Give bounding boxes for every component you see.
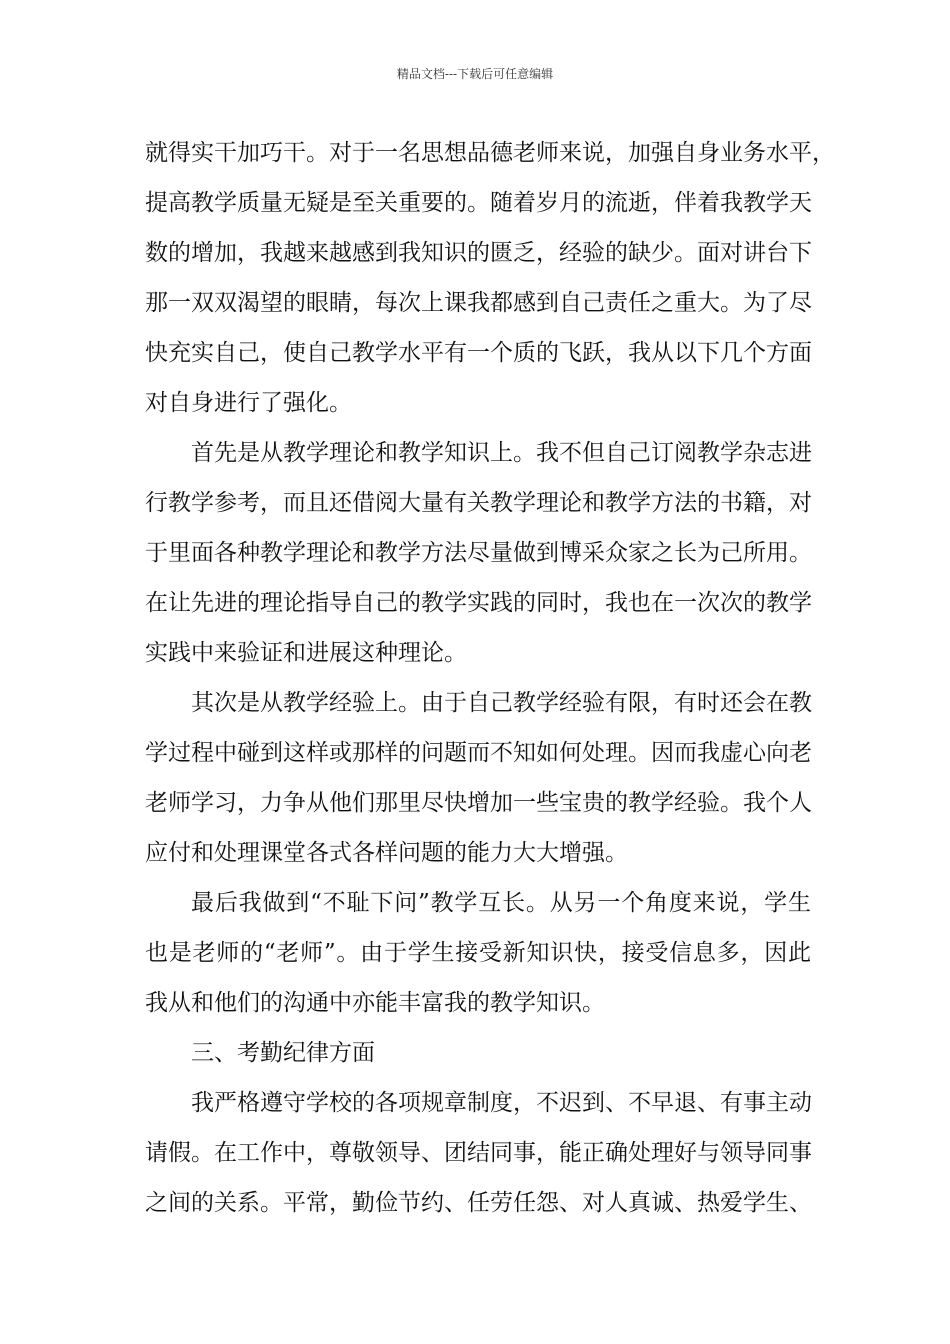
text-line: 行教学参考，而且还借阅大量有关教学理论和教学方法的书籍，对: [145, 490, 812, 516]
text-line: 三、考勤纪律方面: [191, 1040, 375, 1066]
text-line: 请假。在工作中，尊敬领导、团结同事，能正确处理好与领导同事: [145, 1140, 812, 1166]
document-body: [145, 128, 835, 1228]
text-line: 之间的关系。平常，勤俭节约、任劳任怨、对人真诚、热爱学生、: [145, 1190, 812, 1216]
text-line: 应付和处理课堂各式各样问题的能力大大增强。: [145, 840, 628, 866]
paragraph: [145, 128, 835, 428]
page-header: 精品文档---下载后可任意编辑: [396, 67, 554, 81]
text-line: 于里面各种教学理论和教学方法尽量做到博采众家之长为己所用。: [145, 540, 812, 566]
text-line: 首先是从教学理论和教学知识上。我不但自己订阅教学杂志进: [191, 440, 812, 466]
text-line: 学过程中碰到这样或那样的问题而不知如何处理。因而我虚心向老: [145, 740, 812, 766]
text-line: 快充实自己，使自己教学水平有一个质的飞跃，我从以下几个方面: [145, 340, 812, 366]
text-line: 提高教学质量无疑是至关重要的。随着岁月的流逝，伴着我教学天: [145, 190, 812, 216]
paragraph: [145, 878, 811, 1028]
text-line: 我从和他们的沟通中亦能丰富我的教学知识。: [145, 990, 605, 1016]
section-heading: [145, 1028, 811, 1078]
text-line: 我严格遵守学校的各项规章制度，不迟到、不早退、有事主动: [191, 1090, 812, 1116]
text-line: 对自身进行了强化。: [145, 390, 352, 416]
text-line: 老师学习，力争从他们那里尽快增加一些宝贵的教学经验。我个人: [145, 790, 812, 816]
text-line: 那一双双渴望的眼睛，每次上课我都感到自己责任之重大。为了尽: [145, 290, 812, 316]
text-line: 数的增加，我越来越感到我知识的匮乏，经验的缺少。面对讲台下: [145, 240, 812, 266]
text-line: 也是老师的“老师”。由于学生接受新知识快，接受信息多，因此: [145, 940, 811, 966]
paragraph: [145, 428, 811, 678]
paragraph: [145, 1078, 811, 1228]
text-line: 最后我做到“不耻下问”教学互长。从另一个角度来说，学生: [191, 890, 811, 916]
text-line: 就得实干加巧干。对于一名思想品德老师来说，加强自身业务水平，: [145, 140, 835, 166]
paragraph: [145, 678, 811, 878]
text-line: 其次是从教学经验上。由于自己教学经验有限，有时还会在教: [191, 690, 812, 716]
text-line: 在让先进的理论指导自己的教学实践的同时，我也在一次次的教学: [145, 590, 812, 616]
text-line: 实践中来验证和进展这种理论。: [145, 640, 467, 666]
